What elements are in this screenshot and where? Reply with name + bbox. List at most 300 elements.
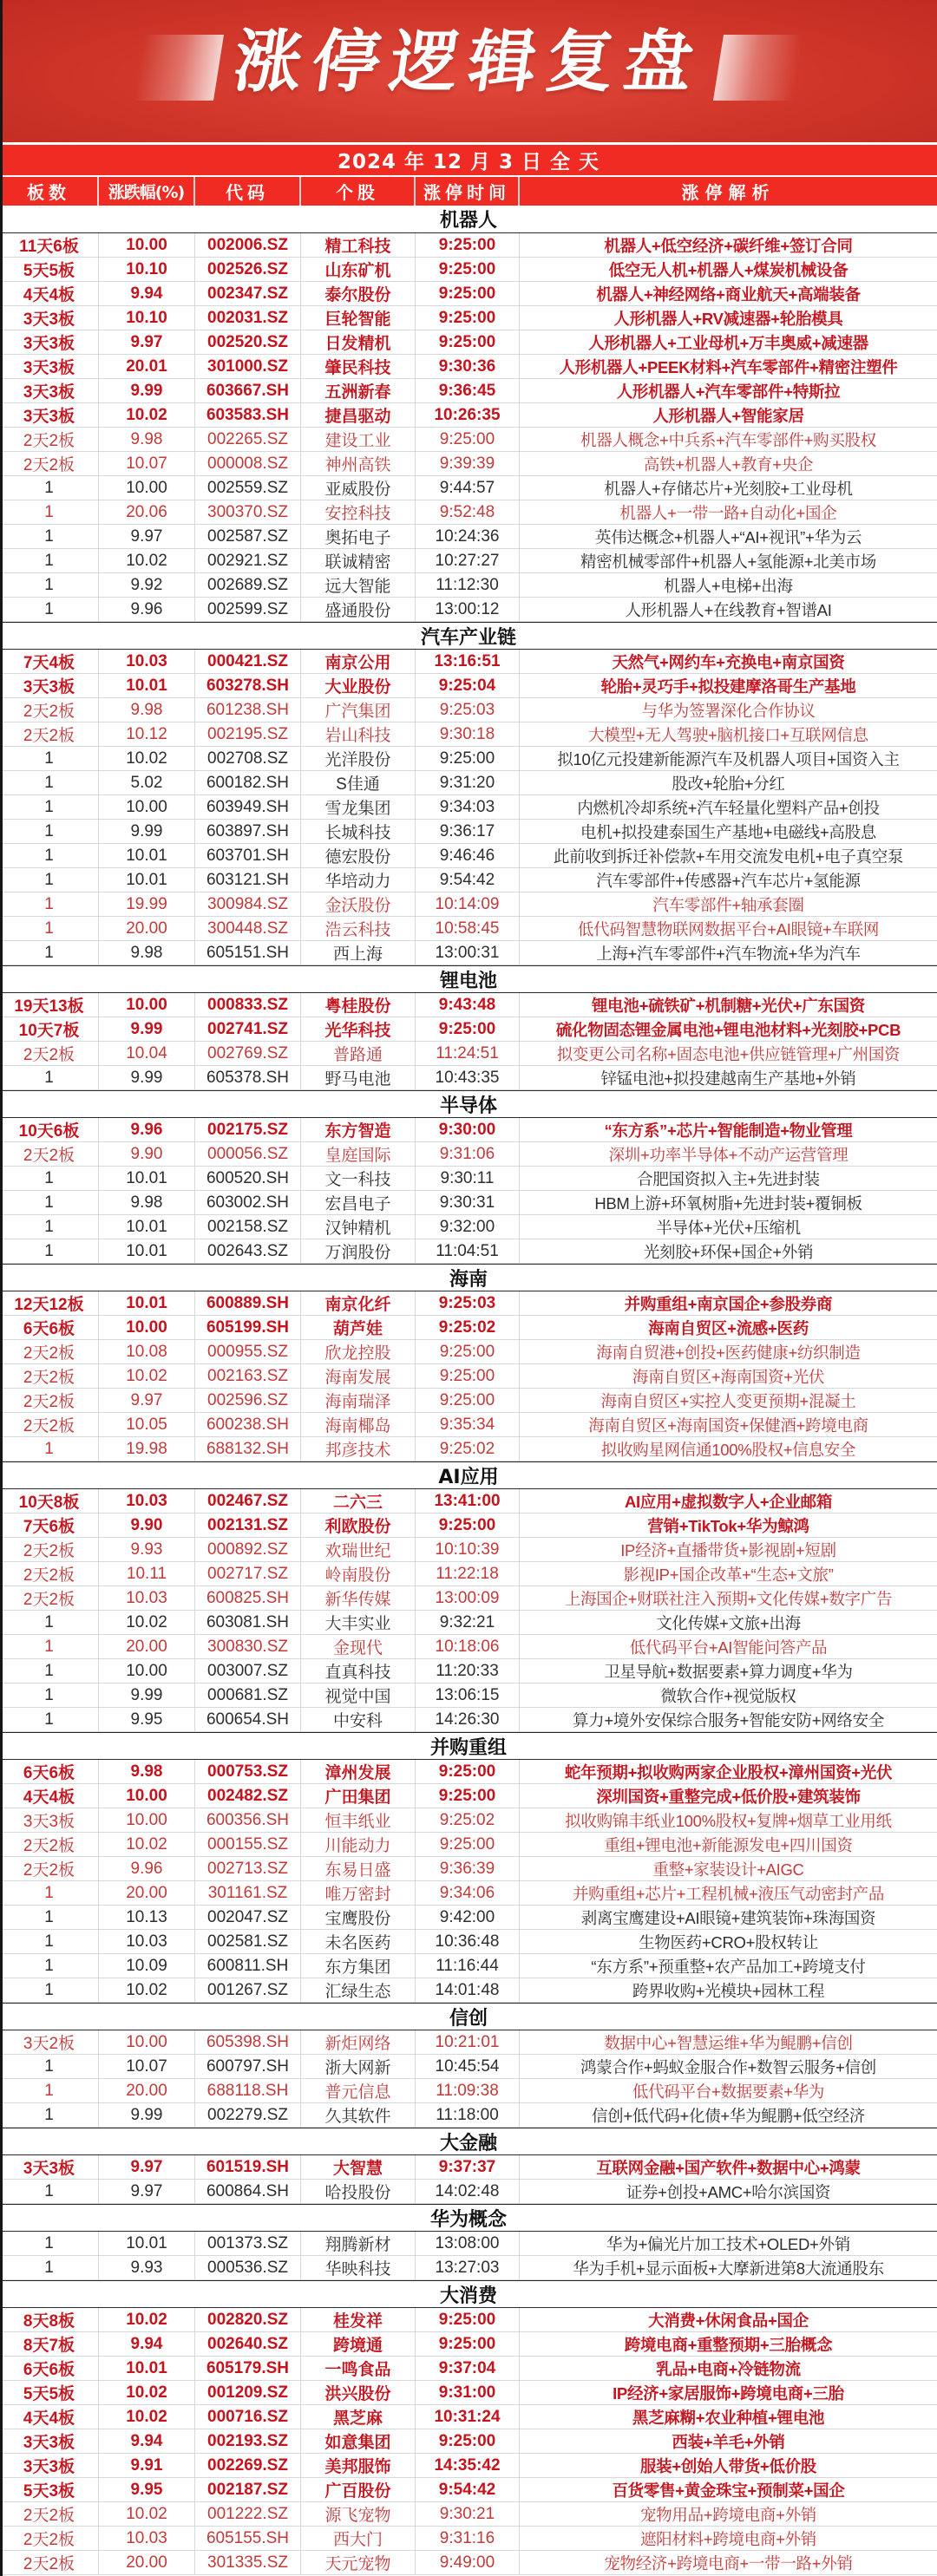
cell-stock: 视觉中国 <box>301 1684 416 1707</box>
cell-time: 9:25:03 <box>416 1291 520 1315</box>
cell-stock: 华映科技 <box>301 2256 416 2279</box>
table-row <box>0 722 937 747</box>
cell-pct: 10.01 <box>99 1239 195 1263</box>
cell-reason: 此前收到拆迁补偿款+车用交流发电机+电子真空泵 <box>553 847 904 866</box>
cell-boards: 5天3板 <box>0 2478 99 2501</box>
cell-reason: 鸿蒙合作+蚂蚁金服合作+数智云服务+信创 <box>580 2057 876 2076</box>
cell-reason: 海南自贸区+海南国资+保健酒+跨境电商 <box>588 1415 868 1435</box>
cell-boards: 2天2板 <box>0 428 99 451</box>
cell-code: 301000.SZ <box>195 355 301 378</box>
cell-reason: 锌锰电池+拟投建越南生产基地+外销 <box>600 1069 856 1088</box>
cell-time: 11:09:38 <box>416 2079 520 2102</box>
cell-boards: 1 <box>0 1978 99 2002</box>
cell-stock: 二六三 <box>301 1489 416 1513</box>
cell-boards: 3天3板 <box>0 403 99 427</box>
cell-pct: 10.01 <box>99 868 195 892</box>
table-row <box>0 306 937 330</box>
cell-reason: 影视IP+国企改革+“生态+文旅” <box>623 1565 834 1584</box>
cell-time: 10:36:48 <box>416 1930 520 1953</box>
cell-time: 11:24:51 <box>416 1042 520 1065</box>
table-row <box>0 1239 937 1264</box>
cell-pct: 9.99 <box>99 379 195 402</box>
cell-stock: 光洋股份 <box>301 747 416 770</box>
cell-time: 13:41:00 <box>416 1489 520 1513</box>
cell-stock: 一鸣食品 <box>301 2357 416 2380</box>
cell-code: 000008.SZ <box>195 452 301 475</box>
cell-stock: 西大门 <box>301 2527 416 2550</box>
cell-stock: 大业股份 <box>301 674 416 697</box>
cell-boards: 5天5板 <box>0 2381 99 2404</box>
cell-boards: 10天7板 <box>0 1017 99 1041</box>
cell-reason: 天然气+网约车+充换电+南京国资 <box>612 652 845 671</box>
cell-reason: 跨境电商+重整预期+三胎概念 <box>624 2335 833 2354</box>
cell-reason: 海南自贸区+海南国资+光伏 <box>632 1367 825 1386</box>
table-row <box>0 549 937 573</box>
cell-boards: 2天2板 <box>0 2502 99 2526</box>
cell-time: 9:32:21 <box>416 1611 520 1634</box>
cell-boards: 2天2板 <box>0 1142 99 1166</box>
table-row <box>0 1389 937 1413</box>
cell-reason: 海南自贸港+创投+医药健康+纺织制造 <box>596 1343 861 1362</box>
cell-time: 9:49:00 <box>416 2551 520 2574</box>
cell-pct: 10.02 <box>99 1833 195 1856</box>
cell-reason: 大消费+休闲食品+国企 <box>648 2311 809 2330</box>
cell-stock: 万润股份 <box>301 1239 416 1263</box>
cell-time: 9:35:34 <box>416 1413 520 1436</box>
cell-reason: 深圳国资+重整完成+低价股+建筑装饰 <box>596 1787 861 1806</box>
cell-reason: IP经济+直播带货+影视剧+短剧 <box>620 1540 836 1559</box>
cell-time: 10:24:36 <box>416 525 520 548</box>
cell-reason: 蛇年预期+拟收购两家企业股权+漳州国资+光伏 <box>564 1762 893 1782</box>
cell-boards: 1 <box>0 2256 99 2279</box>
cell-reason: IP经济+家居服饰+跨境电商+三胎 <box>613 2383 844 2403</box>
cell-boards: 1 <box>0 1906 99 1929</box>
cell-stock: 未名医药 <box>301 1930 416 1953</box>
cell-code: 605155.SH <box>195 2527 301 2550</box>
cell-boards: 1 <box>0 500 99 524</box>
cell-time: 13:00:09 <box>416 1586 520 1610</box>
cell-reason: 微软合作+视觉版权 <box>660 1686 796 1705</box>
cell-reason: 并购重组+南京国企+参股券商 <box>624 1294 833 1313</box>
table-row <box>0 844 937 868</box>
cell-reason: 合肥国资拟入主+先进封装 <box>637 1169 820 1188</box>
cell-time: 9:52:48 <box>416 500 520 524</box>
cell-code: 002347.SZ <box>195 282 301 305</box>
cell-code: 002526.SZ <box>195 258 301 281</box>
cell-stock: 建设工业 <box>301 428 416 451</box>
cell-time: 10:43:35 <box>416 1066 520 1089</box>
cell-code: 002820.SZ <box>195 2308 301 2331</box>
cell-time: 10:10:39 <box>416 1538 520 1561</box>
cell-boards: 1 <box>0 2232 99 2255</box>
cell-code: 605199.SH <box>195 1316 301 1339</box>
table-row <box>0 2256 937 2280</box>
cell-time: 9:25:02 <box>416 1437 520 1461</box>
cell-time: 9:25:00 <box>416 233 520 257</box>
cell-boards: 1 <box>0 1167 99 1190</box>
cell-stock: 邦彦技术 <box>301 1437 416 1461</box>
table-row <box>0 2232 937 2256</box>
cell-stock: 粤桂股份 <box>301 993 416 1017</box>
cell-stock: 桂发祥 <box>301 2308 416 2331</box>
cell-code: 002689.SZ <box>195 573 301 597</box>
cell-pct: 10.01 <box>99 2357 195 2380</box>
cell-reason: 硫化物固态锂金属电池+锂电池材料+光刻胶+PCB <box>555 1020 901 1039</box>
cell-boards: 2天2板 <box>0 1538 99 1561</box>
cell-code: 600238.SH <box>195 1413 301 1436</box>
cell-time: 9:25:00 <box>416 1364 520 1388</box>
cell-code: 605378.SH <box>195 1066 301 1089</box>
table-row <box>0 282 937 306</box>
cell-code: 002158.SZ <box>195 1215 301 1239</box>
table-row <box>0 2180 937 2204</box>
table-row <box>0 1489 937 1514</box>
cell-stock: 普路通 <box>301 1042 416 1065</box>
cell-stock: 大智慧 <box>301 2155 416 2179</box>
cell-pct: 10.03 <box>99 1586 195 1610</box>
cell-pct: 10.02 <box>99 2405 195 2429</box>
table-row <box>0 1437 937 1461</box>
cell-reason: 宠物用品+跨境电商+外销 <box>639 2505 816 2524</box>
cell-stock: 神州高铁 <box>301 452 416 475</box>
table-row <box>0 2308 937 2332</box>
cell-time: 9:34:03 <box>416 795 520 819</box>
cell-stock: 广百股份 <box>301 2478 416 2501</box>
cell-stock: 东方智造 <box>301 1118 416 1141</box>
cell-reason: 西装+羊毛+外销 <box>672 2432 785 2451</box>
cell-stock: 远大智能 <box>301 573 416 597</box>
cell-pct: 10.03 <box>99 650 195 673</box>
cell-time: 9:25:00 <box>416 1017 520 1041</box>
header-limit-time: 涨停时间 <box>416 177 520 206</box>
cell-time: 9:25:00 <box>416 282 520 305</box>
cell-time: 9:25:00 <box>416 2332 520 2356</box>
cell-code: 000155.SZ <box>195 1833 301 1856</box>
cell-reason: 海南自贸区+实控人变更预期+混凝土 <box>600 1391 856 1410</box>
table-row <box>0 1316 937 1340</box>
cell-stock: 精工科技 <box>301 233 416 257</box>
decorative-bar-right <box>713 35 803 101</box>
cell-code: 002643.SZ <box>195 1239 301 1263</box>
cell-pct: 20.00 <box>99 917 195 940</box>
cell-boards: 1 <box>0 1635 99 1658</box>
cell-code: 002006.SZ <box>195 233 301 257</box>
cell-code: 002559.SZ <box>195 476 301 500</box>
cell-boards: 6天6板 <box>0 2357 99 2380</box>
cell-time: 9:31:16 <box>416 2527 520 2550</box>
cell-code: 002921.SZ <box>195 549 301 572</box>
cell-boards: 1 <box>0 844 99 867</box>
cell-pct: 10.00 <box>99 993 195 1017</box>
cell-stock: 雪龙集团 <box>301 795 416 819</box>
cell-boards: 2天2板 <box>0 1413 99 1436</box>
cell-reason: 低代码智慧物联网数据平台+AI眼镜+车联网 <box>577 919 880 938</box>
cell-boards: 8天8板 <box>0 2308 99 2331</box>
cell-pct: 9.99 <box>99 2103 195 2127</box>
cell-pct: 10.00 <box>99 1316 195 1339</box>
cell-stock: 宏昌电子 <box>301 1191 416 1214</box>
table-row <box>0 2405 937 2429</box>
cell-pct: 10.04 <box>99 1042 195 1065</box>
cell-pct: 10.00 <box>99 476 195 500</box>
cell-pct: 9.90 <box>99 1514 195 1537</box>
cell-code: 605398.SH <box>195 2030 301 2054</box>
cell-time: 9:25:00 <box>416 1760 520 1783</box>
table-row <box>0 452 937 476</box>
cell-pct: 10.00 <box>99 1784 195 1808</box>
cell-code: 002741.SZ <box>195 1017 301 1041</box>
cell-reason: 半导体+光伏+压缩机 <box>656 1218 801 1237</box>
cell-reason: “东方系”+预重整+农产品加工+跨境支付 <box>591 1957 866 1976</box>
table-row <box>0 1857 937 1881</box>
cell-reason: 锂电池+硫铁矿+机制糖+光伏+广东国资 <box>591 996 866 1015</box>
cell-stock: 汇绿生态 <box>301 1978 416 2002</box>
date-bar: 2024 年 12 月 3 日 全 天 <box>0 145 937 175</box>
cell-code: 002193.SZ <box>195 2429 301 2453</box>
cell-boards: 3天3板 <box>0 2454 99 2477</box>
cell-boards: 11天6板 <box>0 233 99 257</box>
cell-stock: 恒丰纸业 <box>301 1808 416 1832</box>
cell-stock: 海南椰岛 <box>301 1413 416 1436</box>
cell-code: 002187.SZ <box>195 2478 301 2501</box>
cell-time: 10:18:06 <box>416 1635 520 1658</box>
cell-time: 9:44:57 <box>416 476 520 500</box>
cell-stock: 巨轮智能 <box>301 306 416 330</box>
cell-pct: 20.01 <box>99 355 195 378</box>
cell-pct: 10.02 <box>99 403 195 427</box>
cell-pct: 5.02 <box>99 771 195 794</box>
cell-reason: 卫星导航+数据要素+算力调度+华为 <box>604 1662 853 1681</box>
cell-reason: 人形机器人+工业母机+万丰奥威+减速器 <box>588 333 868 352</box>
cell-code: 600654.SH <box>195 1708 301 1731</box>
table-row <box>0 1659 937 1684</box>
cell-time: 14:35:42 <box>416 2454 520 2477</box>
cell-boards: 7天4板 <box>0 650 99 673</box>
cell-reason: 低代码平台+数据要素+华为 <box>632 2082 825 2101</box>
cell-stock: 奥拓电子 <box>301 525 416 548</box>
cell-reason: 拟收购锦丰纸业100%股权+复牌+烟草工业用纸 <box>565 1811 892 1830</box>
cell-stock: 金现代 <box>301 1635 416 1658</box>
cell-stock: 海南发展 <box>301 1364 416 1388</box>
cell-time: 9:25:00 <box>416 2308 520 2331</box>
cell-code: 002769.SZ <box>195 1042 301 1065</box>
cell-boards: 1 <box>0 1215 99 1239</box>
cell-code: 300830.SZ <box>195 1635 301 1658</box>
cell-boards: 3天3板 <box>0 355 99 378</box>
cell-boards: 4天4板 <box>0 282 99 305</box>
cell-code: 600825.SH <box>195 1586 301 1610</box>
cell-reason: 汽车零部件+传感器+汽车芯片+氢能源 <box>596 871 861 890</box>
cell-reason: 证券+创投+AMC+哈尔滨国资 <box>626 2182 831 2201</box>
cell-time: 9:34:06 <box>416 1881 520 1905</box>
cell-pct: 10.02 <box>99 1364 195 1388</box>
cell-reason: 百货零售+黄金珠宝+预制菜+国企 <box>612 2481 845 2500</box>
table-row <box>0 1017 937 1042</box>
cell-code: 000753.SZ <box>195 1760 301 1783</box>
cell-stock: 洪兴股份 <box>301 2381 416 2404</box>
cell-pct: 10.07 <box>99 452 195 475</box>
table-row <box>0 1954 937 1978</box>
cell-pct: 9.97 <box>99 2180 195 2203</box>
cell-reason: 服装+创始人带货+低价股 <box>639 2456 816 2475</box>
cell-time: 9:36:45 <box>416 379 520 402</box>
cell-pct: 10.03 <box>99 1489 195 1513</box>
cell-time: 9:30:36 <box>416 355 520 378</box>
cell-code: 002195.SZ <box>195 722 301 746</box>
cell-time: 9:31:20 <box>416 771 520 794</box>
cell-code: 002163.SZ <box>195 1364 301 1388</box>
cell-pct: 10.01 <box>99 2232 195 2255</box>
cell-code: 002269.SZ <box>195 2454 301 2477</box>
cell-pct: 9.98 <box>99 941 195 964</box>
cell-code: 605179.SH <box>195 2357 301 2380</box>
cell-pct: 10.02 <box>99 747 195 770</box>
table-row <box>0 2055 937 2079</box>
cell-time: 10:27:27 <box>416 549 520 572</box>
cell-code: 002708.SZ <box>195 747 301 770</box>
cell-pct: 9.97 <box>99 1389 195 1412</box>
cell-stock: 安控科技 <box>301 500 416 524</box>
cell-time: 9:25:00 <box>416 330 520 354</box>
cell-pct: 20.00 <box>99 1635 195 1658</box>
cell-time: 13:00:31 <box>416 941 520 964</box>
cell-stock: 欣龙控股 <box>301 1340 416 1363</box>
cell-time: 11:04:51 <box>416 1239 520 1263</box>
cell-time: 9:25:00 <box>416 258 520 281</box>
cell-stock: 华培动力 <box>301 868 416 892</box>
table-row <box>0 500 937 525</box>
cell-time: 9:54:42 <box>416 2478 520 2501</box>
cell-code: 002587.SZ <box>195 525 301 548</box>
table-row <box>0 1684 937 1708</box>
cell-stock: 大丰实业 <box>301 1611 416 1634</box>
section-header: 信创 <box>0 2003 937 2030</box>
cell-pct: 10.02 <box>99 549 195 572</box>
cell-reason: 人形机器人+汽车零部件+特斯拉 <box>616 382 841 401</box>
cell-reason: 机器人概念+中兵系+汽车零部件+购买股权 <box>580 430 876 449</box>
cell-reason: 机器人+存储芯片+光刻胶+工业母机 <box>604 479 853 498</box>
table-row <box>0 2332 937 2357</box>
cell-boards: 2天2板 <box>0 1833 99 1856</box>
table-row <box>0 1930 937 1954</box>
cell-time: 9:31:00 <box>416 2381 520 2404</box>
cell-time: 9:25:00 <box>416 1514 520 1537</box>
cell-pct: 9.93 <box>99 2256 195 2279</box>
cell-time: 10:45:54 <box>416 2055 520 2078</box>
cell-stock: 浙大网新 <box>301 2055 416 2078</box>
cell-code: 000833.SZ <box>195 993 301 1017</box>
cell-boards: 1 <box>0 1239 99 1263</box>
cell-reason: 乳品+电商+冷链物流 <box>656 2359 801 2378</box>
table-row <box>0 2551 937 2575</box>
section-header: 大消费 <box>0 2280 937 2308</box>
cell-time: 11:22:18 <box>416 1562 520 1585</box>
cell-time: 9:32:00 <box>416 1215 520 1239</box>
table-row <box>0 1191 937 1215</box>
cell-pct: 10.02 <box>99 1611 195 1634</box>
cell-pct: 10.00 <box>99 1659 195 1683</box>
table-row <box>0 1142 937 1167</box>
cell-pct: 20.00 <box>99 2551 195 2574</box>
cell-stock: 欢瑞世纪 <box>301 1538 416 1561</box>
table-row <box>0 1808 937 1833</box>
cell-pct: 10.00 <box>99 2030 195 2054</box>
cell-pct: 10.01 <box>99 844 195 867</box>
cell-pct: 9.99 <box>99 1017 195 1041</box>
cell-code: 002482.SZ <box>195 1784 301 1808</box>
cell-time: 11:20:33 <box>416 1659 520 1683</box>
cell-stock: 哈投股份 <box>301 2180 416 2203</box>
cell-boards: 1 <box>0 1930 99 1953</box>
cell-stock: 海南瑞泽 <box>301 1389 416 1412</box>
cell-pct: 9.97 <box>99 330 195 354</box>
cell-reason: 黑芝麻糊+农业种植+锂电池 <box>632 2408 825 2427</box>
table-row <box>0 403 937 428</box>
cell-time: 9:42:00 <box>416 1906 520 1929</box>
cell-stock: 新华传媒 <box>301 1586 416 1610</box>
table-row <box>0 674 937 698</box>
cell-time: 14:26:30 <box>416 1708 520 1731</box>
cell-time: 9:25:02 <box>416 1316 520 1339</box>
table-row <box>0 2357 937 2381</box>
cell-reason: 算力+境外安保综合服务+智能安防+网络安全 <box>572 1710 885 1729</box>
cell-pct: 19.98 <box>99 1437 195 1461</box>
cell-boards: 1 <box>0 1954 99 1978</box>
cell-pct: 10.00 <box>99 233 195 257</box>
cell-stock: 五洲新春 <box>301 379 416 402</box>
table-row <box>0 330 937 355</box>
cell-boards: 1 <box>0 549 99 572</box>
cell-boards: 3天3板 <box>0 306 99 330</box>
cell-time: 13:06:15 <box>416 1684 520 1707</box>
cell-boards: 1 <box>0 1191 99 1214</box>
cell-time: 11:12:30 <box>416 573 520 597</box>
cell-boards: 3天3板 <box>0 379 99 402</box>
cell-code: 000056.SZ <box>195 1142 301 1166</box>
table-row <box>0 1215 937 1239</box>
cell-code: 002031.SZ <box>195 306 301 330</box>
table-row <box>0 2079 937 2103</box>
cell-pct: 10.02 <box>99 2381 195 2404</box>
cell-pct: 10.11 <box>99 1562 195 1585</box>
cell-time: 13:00:12 <box>416 598 520 621</box>
table-row <box>0 698 937 722</box>
cell-code: 002713.SZ <box>195 1857 301 1880</box>
cell-time: 10:14:09 <box>416 892 520 916</box>
cell-stock: 宝鹰股份 <box>301 1906 416 1929</box>
cell-boards: 3天3板 <box>0 1808 99 1832</box>
section-header: 华为概念 <box>0 2204 937 2232</box>
cell-code: 000716.SZ <box>195 2405 301 2429</box>
cell-pct: 10.00 <box>99 1808 195 1832</box>
cell-reason: 文化传媒+文旅+出海 <box>656 1613 801 1632</box>
cell-code: 002596.SZ <box>195 1389 301 1412</box>
section-header: 机器人 <box>0 206 937 233</box>
cell-reason: 高铁+机器人+教育+央企 <box>643 454 814 474</box>
cell-boards: 1 <box>0 1881 99 1905</box>
cell-pct: 10.08 <box>99 1340 195 1363</box>
cell-pct: 10.02 <box>99 2502 195 2526</box>
table-row <box>0 1118 937 1142</box>
cell-time: 9:37:04 <box>416 2357 520 2380</box>
cell-stock: 美邦服饰 <box>301 2454 416 2477</box>
table-row <box>0 993 937 1017</box>
cell-boards: 1 <box>0 1066 99 1089</box>
cell-reason: HBM上游+环氧树脂+先进封装+覆铜板 <box>594 1193 862 1213</box>
table-row <box>0 1340 937 1364</box>
cell-stock: 皇庭国际 <box>301 1142 416 1166</box>
cell-boards: 1 <box>0 771 99 794</box>
